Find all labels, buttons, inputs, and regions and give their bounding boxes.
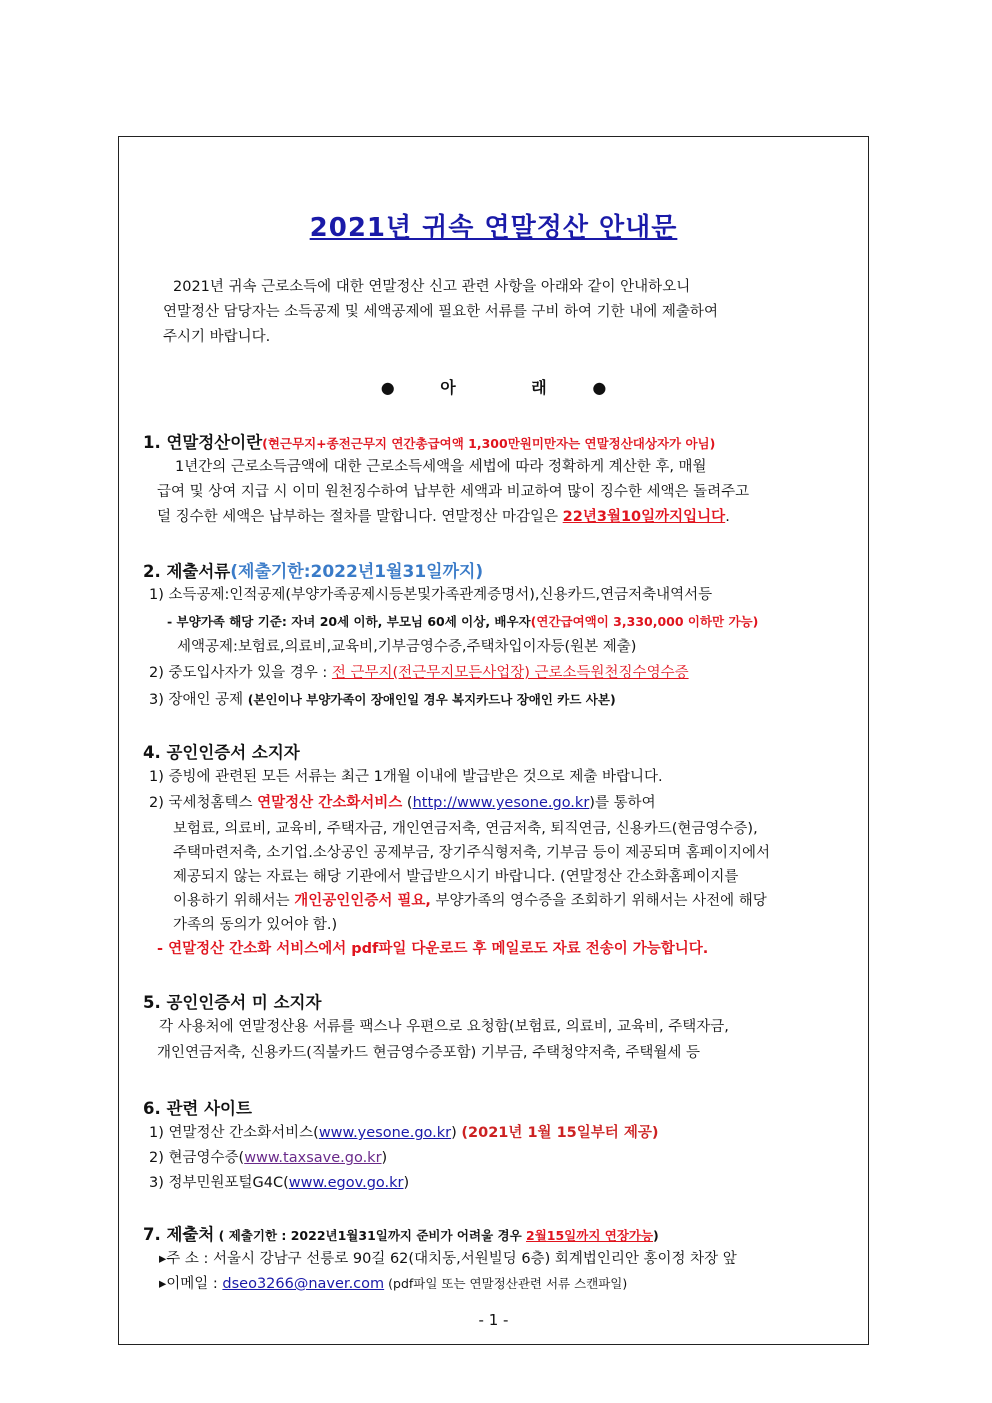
egov-link[interactable]: www.egov.go.kr (288, 1175, 404, 1191)
section-2-title: 2. 제출서류 (143, 562, 231, 581)
section-2-item-1: 1) 소득공제:인적공제(부양가족공제시등본및가족관계증명서),신용카드,연금저축내역서등 (149, 587, 713, 603)
section-2-item-1-sub: - 부양가족 해당 기준: 자녀 20세 이하, 부모님 60세 이상, 배우자(연간급여액이 3,330,000 이하만 가능) (167, 614, 759, 629)
section-5-line-2: 개인연금저축, 신용카드(직불카드 현금영수증포함) 기부금, 주택청약저축, 주택월세 등 (157, 1045, 701, 1061)
yesone-site-link[interactable]: www.yesone.go.kr (318, 1125, 452, 1141)
section-1-line-1: 1년간의 근로소득금액에 대한 근로소득세액을 세법에 따라 정확하게 계산한 후, 매월 (175, 459, 707, 475)
section-6-item-1: 1) 연말정산 간소화서비스(www.yesone.go.kr) (2021년 1월 15일부터 제공) (149, 1125, 659, 1141)
section-7-heading: 7. 제출처 ( 제출기한 : 2022년1월31일까지 준비가 어려울 경우 2월15일까지 연장가능) (143, 1225, 659, 1244)
section-6-item-3: 3) 정부민원포털G4C(www.egov.go.kr) (149, 1175, 410, 1191)
section-2-deadline: (제출기한:2022년1월31일까지) (230, 562, 484, 582)
bullet-icon: ● (380, 378, 395, 397)
page-title: 2021년 귀속 연말정산 안내문 (309, 213, 678, 243)
section-4-line-6: 가족의 동의가 있어야 함.) (173, 917, 338, 933)
taxsave-link[interactable]: www.taxsave.go.kr (244, 1150, 382, 1166)
deadline-date: 22년3월10일까지입니다 (562, 509, 726, 525)
notice-heading-left: 아 (440, 378, 456, 397)
intro-line-2: 연말정산 담당자는 소득공제 및 세액공제에 필요한 서류를 구비 하여 기한 내에 제출하여 (163, 304, 718, 320)
section-1-line-3: 덜 징수한 세액은 납부하는 절차를 말합니다. 연말정산 마감일은 22년3월10일까지입니다. (157, 509, 730, 525)
section-1-note: (현근무지+종전근무지 연간총급여액 1,300만원미만자는 연말정산대상자가 아님) (262, 436, 716, 451)
notice-heading-right: 래 (531, 378, 547, 397)
section-5-line-1: 각 사용처에 연말정산용 서류를 팩스나 우편으로 요청함(보험료, 의료비, 교육비, 주택자금, (159, 1019, 729, 1035)
section-2-item-1b: 세액공제:보험료,의료비,교육비,기부금영수증,주택차입이자등(원본 제출) (177, 639, 637, 655)
section-7-address: ▸주 소 : 서울시 강남구 선릉로 90길 62(대치동,서원빌딩 6층) 회계법인리안 홍이정 차장 앞 (159, 1251, 737, 1267)
section-7-email: ▸이메일 : dseo3266@naver.com (pdf파일 또는 연말정산관련 서류 스캔파일) (159, 1276, 628, 1292)
section-7-title: 7. 제출처 (143, 1225, 215, 1244)
section-4-line-3: 주택마련저축, 소기업.소상공인 공제부금, 장기주식형저축, 기부금 등이 제공되며 홈페이지에서 (173, 845, 770, 861)
page-number: - 1 - (478, 1311, 509, 1329)
section-4-title: 4. 공인인증서 소지자 (143, 743, 300, 762)
section-1-line-2: 급여 및 상여 지급 시 이미 원천징수하여 납부한 세액과 비교하여 많이 징수한 세액은 돌려주고 (157, 484, 750, 500)
section-2-item-3: 3) 장애인 공제 (본인이나 부양가족이 장애인일 경우 복지카드나 장애인 카드 사본) (149, 692, 616, 708)
email-link[interactable]: dseo3266@naver.com (222, 1276, 385, 1292)
intro-line-1: 2021년 귀속 근로소득에 대한 연말정산 신고 관련 사항을 아래와 같이 안내하오니 (173, 279, 691, 295)
section-1-heading (143, 429, 715, 453)
section-4-line-4: 제공되지 않는 자료는 해당 기관에서 발급받으시기 바랍니다. (연말정산 간소화홈페이지를 (173, 869, 739, 885)
section-6-item-2: 2) 현금영수증(www.taxsave.go.kr) (149, 1150, 388, 1166)
section-4-line-5: 이용하기 위해서는 개인공인인증서 필요, 부양가족의 영수증을 조회하기 위해서는 사전에 해당 (173, 893, 767, 909)
section-5-title: 5. 공인인증서 미 소지자 (143, 993, 322, 1012)
intro-line-3: 주시기 바랍니다. (163, 329, 271, 345)
yesone-link[interactable]: http://www.yesone.go.kr (412, 795, 590, 811)
section-4-item-2: 2) 국세청홈텍스 연말정산 간소화서비스 (http://www.yesone.go.kr)를 통하여 (149, 795, 656, 811)
document-frame (118, 136, 869, 1345)
bullet-icon: ● (592, 378, 607, 397)
notice-heading (119, 375, 868, 398)
section-2-item-2: 2) 중도입사자가 있을 경우 : 전 근무지(전근무지모든사업장) 근로소득원천징수영수증 (149, 665, 689, 681)
section-4-note: - 연말정산 간소화 서비스에서 pdf파일 다운로드 후 메일로도 자료 전송이 가능합니다. (157, 941, 709, 957)
section-4-line-2: 보험료, 의료비, 교육비, 주택자금, 개인연금저축, 연금저축, 퇴직연금, 신용카드(현금영수증), (173, 821, 758, 837)
section-4-item-1: 1) 증빙에 관련된 모든 서류는 최근 1개월 이내에 발급받은 것으로 제출 바랍니다. (149, 769, 663, 785)
section-1-title: 1. 연말정산이란 (143, 433, 263, 452)
section-6-title: 6. 관련 사이트 (143, 1099, 252, 1118)
section-2-heading (143, 557, 483, 582)
